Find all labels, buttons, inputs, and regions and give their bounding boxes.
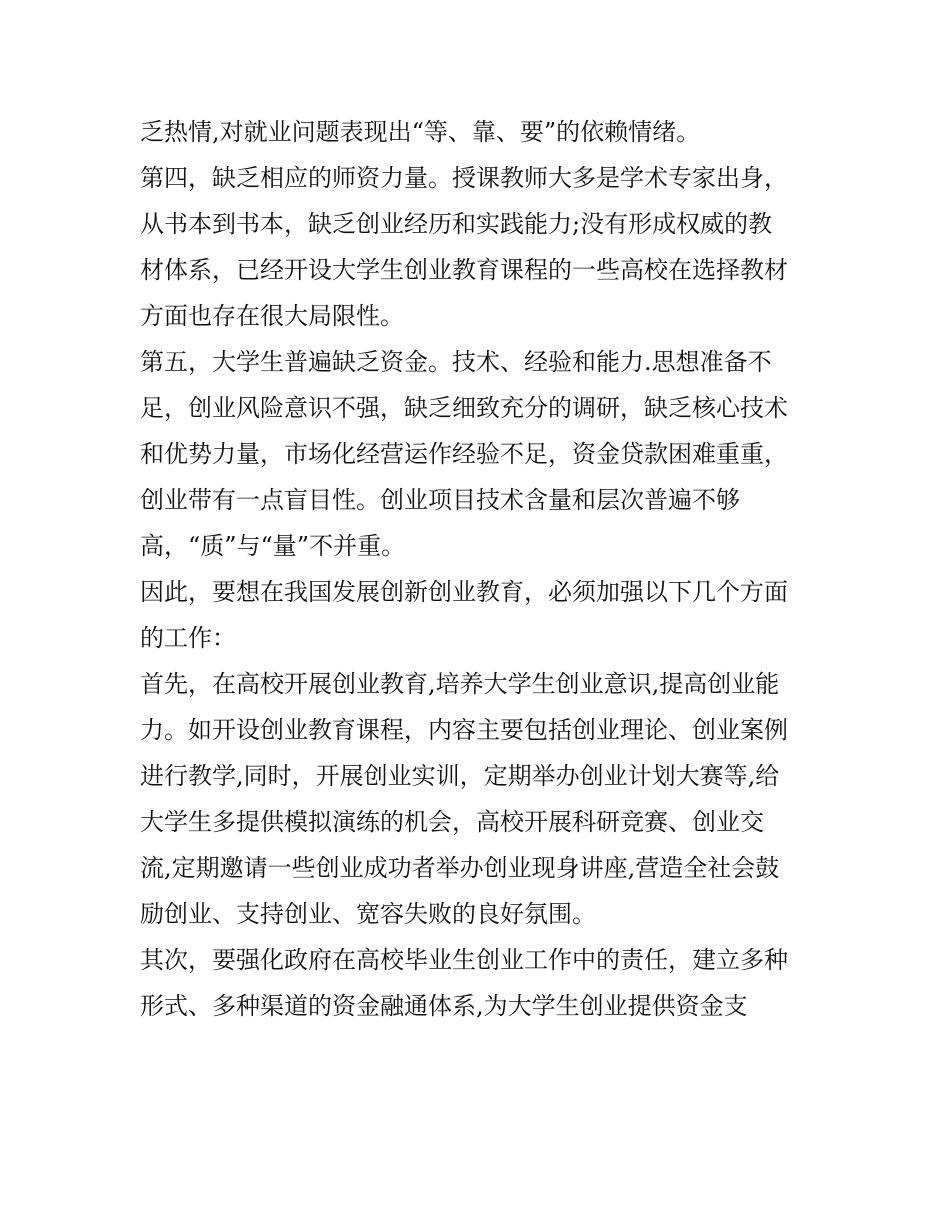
text-line: 创业带有一点盲目性。创业项目技术含量和层次普遍不够 [140, 486, 740, 514]
text-line: 第五，大学生普遍缺乏资金。技术、经验和能力.思想准备不 [140, 348, 772, 376]
text-line: 第四，缺乏相应的师资力量。授课教师大多是学术专家出身， [140, 164, 788, 192]
text-line: 大学生多提供模拟演练的机会，高校开展科研竞赛、创业交 [140, 808, 764, 836]
text-line: 乏热情,对就业问题表现出“等、靠、要”的依赖情绪。 [140, 118, 701, 146]
text-line: 方面也存在很大局限性。 [140, 302, 404, 330]
text-line: 材体系，已经开设大学生创业教育课程的一些高校在选择教材 [140, 256, 788, 284]
text-line: 和优势力量，市场化经营运作经验不足，资金贷款困难重重， [140, 440, 788, 468]
text-line: 流,定期邀请一些创业成功者举办创业现身讲座,营造全社会鼓 [140, 854, 780, 882]
text-line: 励创业、支持创业、宽容失败的良好氛围。 [140, 900, 596, 928]
text-line: 其次，要强化政府在高校毕业生创业工作中的责任，建立多种 [140, 946, 788, 974]
text-line: 从书本到书本，缺乏创业经历和实践能力;没有形成权威的教 [140, 210, 773, 238]
text-line: 进行教学,同时，开展创业实训，定期举办创业计划大赛等,给 [140, 762, 780, 790]
text-line: 足，创业风险意识不强，缺乏细致充分的调研，缺乏核心技术 [140, 394, 788, 422]
text-line: 形式、多种渠道的资金融通体系,为大学生创业提供资金支 [140, 992, 748, 1020]
text-line: 力。如开设创业教育课程，内容主要包括创业理论、创业案例 [140, 716, 788, 744]
body-text [140, 109, 820, 1029]
text-line: 因此，要想在我国发展创新创业教育，必须加强以下几个方面 [140, 578, 788, 606]
text-line: 首先，在高校开展创业教育,培养大学生创业意识,提高创业能 [140, 670, 780, 698]
text-line: 高，“质”与“量”不并重。 [140, 532, 406, 560]
text-line: 的工作： [140, 624, 236, 652]
